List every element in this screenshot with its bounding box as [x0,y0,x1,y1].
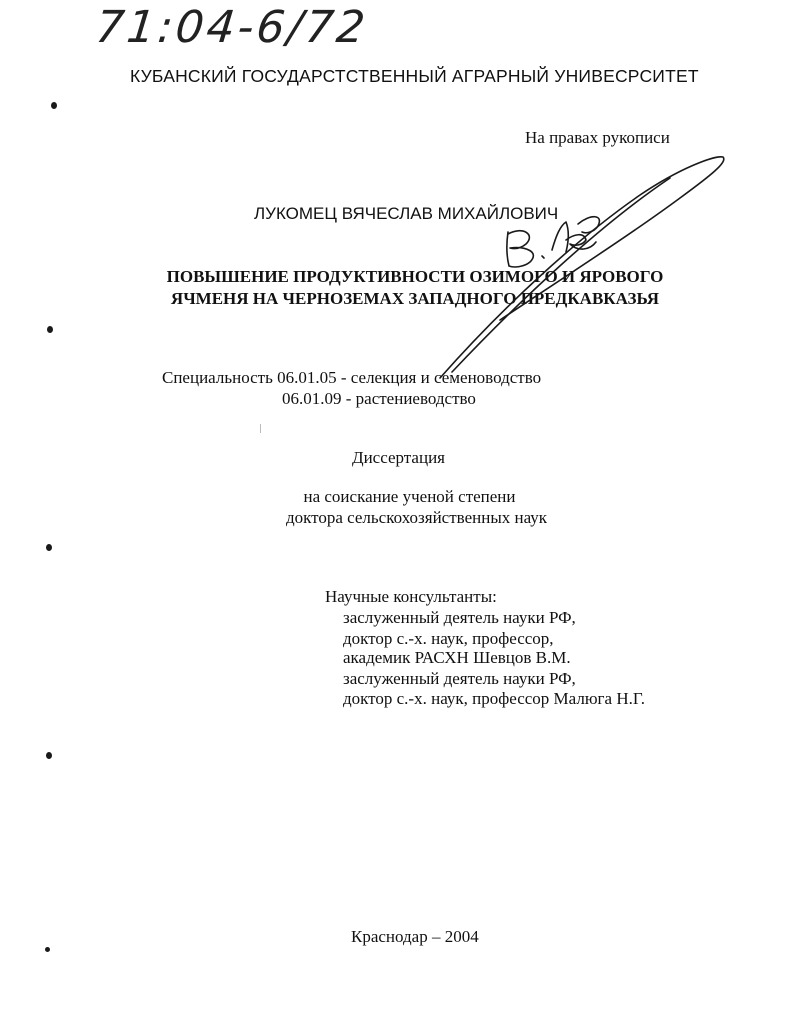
title-line-2: ЯЧМЕНЯ НА ЧЕРНОЗЕМАХ ЗАПАДНОГО ПРЕДКАВКАЗЬЯ [170,289,660,308]
degree-line-1: на соискание ученой степени [303,487,516,506]
consultant-line: доктор с.-х. наук, профессор Малюга Н.Г. [343,689,646,708]
author-name: ЛУКОМЕЦ ВЯЧЕСЛАВ МИХАЙЛОВИЧ [254,204,559,223]
degree-line-2: доктора сельскохозяйственных наук [285,508,548,527]
consultant-line: академик РАСХН Шевцов В.М. [343,648,571,667]
signature-stroke [507,231,533,267]
university-name: КУБАНСКИЙ ГОСУДАРСТСТВЕННЫЙ АГРАРНЫЙ УНИВЕСРСИТЕТ [130,66,699,86]
specialty-line-1: Специальность 06.01.05 - селекция и семеноводство [162,368,542,387]
signature-stroke [578,217,599,233]
archive-number-handwritten: 71:04-6/72 [93,2,371,53]
consultant-line: доктор с.-х. наук, профессор, [343,629,554,648]
specialty-line-2: 06.01.09 - растениеводство [282,389,476,408]
place-and-year: Краснодар – 2004 [351,927,479,946]
consultant-line: заслуженный деятель науки РФ, [343,669,576,688]
signature-stroke [452,178,670,372]
consultants-heading: Научные консультанты: [325,587,497,606]
document-type: Диссертация [351,448,445,467]
consultant-line: заслуженный деятель науки РФ, [343,608,576,627]
title-line-1: ПОВЫШЕНИЕ ПРОДУКТИВНОСТИ ОЗИМОГО И ЯРОВОГО [166,267,664,286]
signature-stroke [542,256,544,258]
rights-note: На правах рукописи [525,128,670,147]
signature-stroke [552,222,596,252]
signature-stroke [440,157,724,378]
